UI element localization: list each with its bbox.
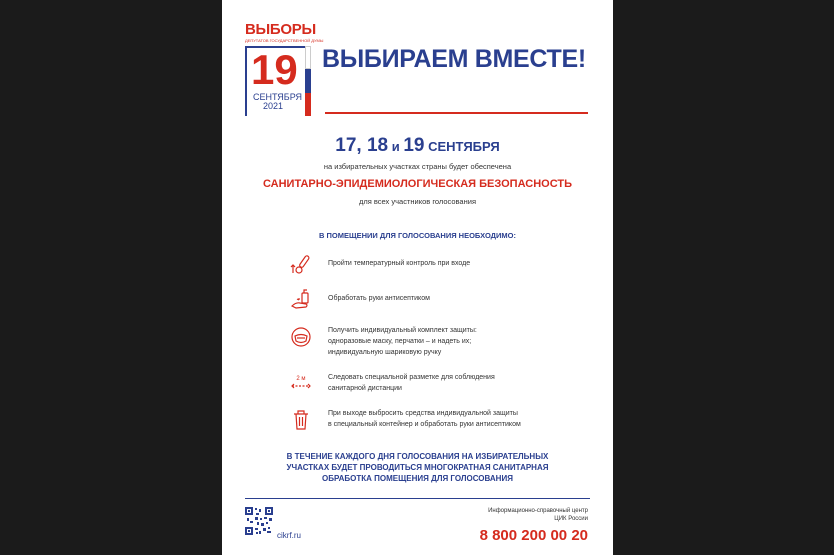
item-text: Обработать руки антисептиком <box>328 295 430 302</box>
headline: ВЫБИРАЕМ ВМЕСТЕ! <box>322 45 586 73</box>
list-item <box>222 325 613 355</box>
item-line: индивидуальную шариковую ручку <box>328 349 442 356</box>
item-line: в специальный контейнер и обработать руки антисептиком <box>328 421 521 428</box>
intro-text-2: для всех участников голосования <box>358 197 476 206</box>
note-line: ОБРАБОТКА ПОМЕЩЕНИЯ ДЛЯ ГОЛОСОВАНИЯ <box>322 474 513 483</box>
distance-icon <box>290 372 312 396</box>
item-text: Пройти температурный контроль при входе <box>328 260 471 267</box>
list-item <box>222 288 613 318</box>
flag-stripes <box>305 46 311 116</box>
logo-date-box <box>245 46 309 116</box>
date-19: 19 <box>403 135 425 156</box>
list-item <box>222 253 613 283</box>
intro-text: на избирательных участках страны будет обеспечена <box>323 162 512 171</box>
site-link[interactable]: cikrf.ru <box>277 531 301 540</box>
mask-icon <box>290 325 312 349</box>
qr-code-icon <box>245 507 273 535</box>
item-line: одноразовые маску, перчатки – и надеть их; <box>328 338 472 345</box>
item-text <box>328 325 568 358</box>
hotline-phone: 8 800 200 00 20 <box>479 527 588 544</box>
logo-day: 19 <box>251 46 298 93</box>
item-line: При выходе выбросить средства индивидуальной защиты <box>328 410 518 417</box>
item-line: Получить индивидуальный комплект защиты: <box>328 327 477 334</box>
safety-heading: САНИТАРНО-ЭПИДЕМИОЛОГИЧЕСКАЯ БЕЗОПАСНОСТЬ <box>262 178 572 190</box>
item-line: санитарной дистанции <box>328 385 402 392</box>
note-line: В ТЕЧЕНИЕ КАЖДОГО ДНЯ ГОЛОСОВАНИЯ НА ИЗБИРАТЕЛЬНЫХ <box>286 452 549 461</box>
voting-dates <box>222 135 613 157</box>
list-item <box>222 408 613 438</box>
logo-month: СЕНТЯБРЯ <box>253 92 303 102</box>
section-title: В ПОМЕЩЕНИИ ДЛЯ ГОЛОСОВАНИЯ НЕОБХОДИМО: <box>319 231 516 240</box>
logo-year: 2021 <box>263 101 284 111</box>
footer-divider <box>245 498 590 499</box>
bottom-note <box>222 451 613 484</box>
date-separator: , <box>356 135 367 156</box>
note-line: УЧАСТКАХ БУДЕТ ПРОВОДИТЬСЯ МНОГОКРАТНАЯ САНИТАРНАЯ <box>286 463 549 472</box>
logo-word: ВЫБОРЫ <box>245 21 316 38</box>
thermometer-icon <box>290 253 312 277</box>
hand-sanitizer-icon <box>290 288 312 312</box>
date-18: 18 <box>366 135 389 156</box>
info-center-label: Информационно-справочный центр <box>488 508 588 514</box>
trash-bin-icon <box>290 408 312 432</box>
date-and: и <box>388 139 404 154</box>
elections-logo <box>245 21 324 116</box>
date-17: 17 <box>335 135 357 156</box>
list-item <box>222 372 613 402</box>
item-line: Следовать специальной разметке для соблюдения <box>328 374 495 381</box>
poster <box>222 0 613 555</box>
item-text <box>328 408 568 430</box>
item-text <box>328 372 568 394</box>
info-center-org: ЦИК России <box>554 516 588 522</box>
distance-label: 2 м <box>296 376 306 382</box>
date-month: СЕНТЯБРЯ <box>424 139 500 154</box>
divider <box>325 112 588 114</box>
logo-subtitle: ДЕПУТАТОВ ГОСУДАРСТВЕННОЙ ДУМЫ <box>245 38 324 43</box>
